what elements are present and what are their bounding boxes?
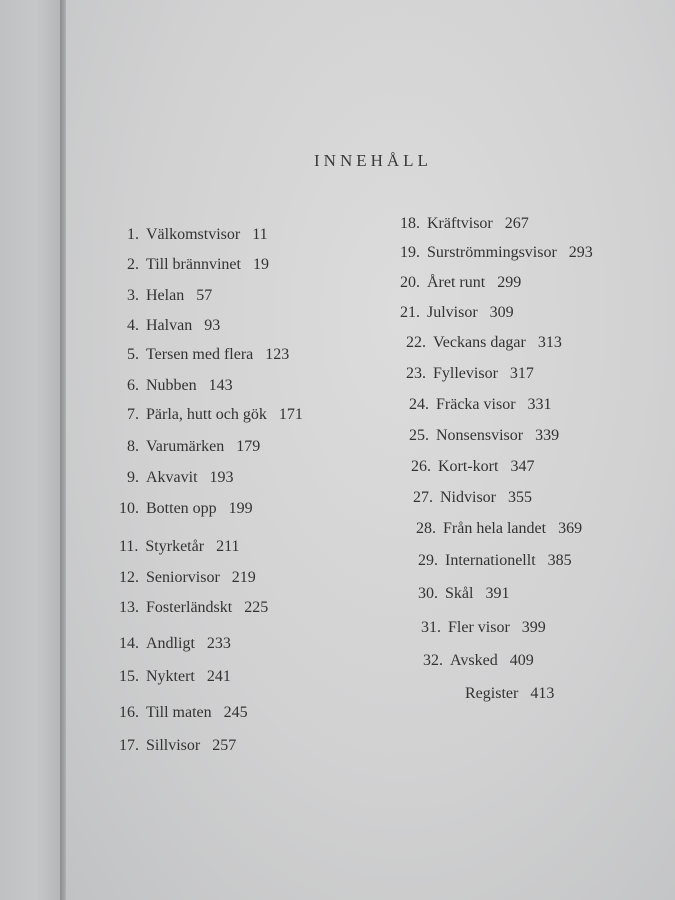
toc-entry-title: Fler visor (448, 619, 510, 636)
toc-entry-page: 347 (510, 458, 535, 475)
toc-entry (127, 438, 260, 456)
toc-entry-title: Nonsensvisor (436, 427, 524, 444)
toc-entry-title: Styrketår (145, 538, 205, 555)
toc-entry-number: 31. (421, 619, 441, 636)
toc-entry-number: 17. (119, 737, 139, 754)
toc-entry-page: 57 (196, 287, 213, 304)
toc-entry-number: 19. (400, 244, 420, 261)
toc-entry-number: 4. (127, 317, 139, 334)
toc-entry-number: 16. (119, 704, 139, 721)
toc-entry-page: 257 (212, 737, 237, 754)
toc-entry (127, 346, 289, 364)
toc-entry-number: 29. (418, 552, 438, 569)
toc-entry (406, 365, 534, 383)
toc-entry-title: Internationellt (445, 552, 536, 569)
toc-entry-title: Nubben (146, 377, 197, 394)
toc-entry-page: 199 (228, 500, 253, 517)
toc-entry-page: 19 (252, 256, 269, 273)
toc-entry-title: Fosterländskt (146, 599, 233, 616)
toc-entry (409, 396, 552, 414)
toc-entry-title: Akvavit (146, 469, 198, 486)
toc-entry-page: 233 (206, 635, 231, 652)
toc-entry-number: 3. (127, 287, 139, 304)
toc-entry-title: Julvisor (427, 304, 478, 321)
toc-entry (400, 274, 521, 292)
toc-entry-title: Välkomstvisor (146, 226, 241, 243)
toc-entry-title: Andligt (146, 635, 195, 652)
toc-entry-number: 26. (411, 458, 431, 475)
toc-entry-title: Varumärken (146, 438, 225, 455)
toc-entry-page: 245 (223, 704, 248, 721)
toc-entry-page: 143 (208, 377, 233, 394)
toc-entry (411, 458, 534, 476)
toc-entry-title: Helan (146, 287, 185, 304)
toc-entry-title: Från hela landet (443, 520, 547, 537)
toc-entry (127, 256, 269, 274)
toc-entry-number: 5. (127, 346, 139, 363)
toc-entry-title: Kräftvisor (427, 215, 493, 232)
toc-entry-title: Nyktert (146, 668, 195, 685)
toc-entry (400, 304, 514, 322)
toc-entry-number: 2. (127, 256, 139, 273)
toc-entry (406, 334, 562, 352)
toc-entry-number: 25. (409, 427, 429, 444)
toc-entry-number: 30. (418, 585, 438, 602)
toc-entry-title: Tersen med flera (146, 346, 254, 363)
toc-entry-title: Till maten (146, 704, 212, 721)
toc-entry-number: 9. (127, 469, 139, 486)
toc-entry-page: 93 (204, 317, 221, 334)
toc-entry-title: Kort-kort (438, 458, 499, 475)
left-page (0, 0, 64, 900)
toc-entry-title: Fräcka visor (436, 396, 516, 413)
toc-entry-title: Veckans dagar (433, 334, 526, 351)
toc-entry (119, 538, 239, 556)
toc-entry (127, 377, 233, 395)
toc-entry-number: 32. (423, 652, 443, 669)
toc-entry-page: 369 (558, 520, 583, 537)
toc-entry-number: 10. (119, 500, 139, 517)
toc-entry-page: 179 (236, 438, 261, 455)
toc-entry-page: 11 (252, 226, 268, 243)
toc-entry-number: 13. (119, 599, 139, 616)
toc-entry-number: 12. (119, 569, 139, 586)
toc-entry-page: 225 (244, 599, 269, 616)
toc-entry-title: Surströmmingsvisor (427, 244, 557, 261)
toc-entry-page: 399 (521, 619, 546, 636)
toc-entry-page: 313 (537, 334, 562, 351)
toc-entry-number: 7. (127, 406, 139, 423)
toc-entry-page: 241 (206, 668, 231, 685)
toc-entry-page: 355 (508, 489, 532, 506)
toc-entry (119, 599, 268, 617)
toc-entry-number: 6. (127, 377, 139, 394)
toc-entry (423, 652, 534, 670)
toc-entry-page: 193 (209, 469, 234, 486)
toc-entry-page: 171 (278, 406, 303, 423)
toc-entry-page: 267 (504, 215, 529, 232)
toc-entry-number: 1. (127, 226, 139, 243)
toc-entry-page: 219 (231, 569, 256, 586)
toc-entry-page: 339 (535, 427, 560, 444)
toc-entry-number: 27. (413, 489, 433, 506)
toc-entry (119, 668, 231, 686)
toc-entry-page: 385 (547, 552, 572, 569)
toc-entry-title: Pärla, hutt och gök (146, 406, 267, 423)
toc-entry-page: 211 (216, 538, 240, 555)
toc-entry-title: Skål (445, 585, 474, 602)
toc-entry (416, 520, 582, 538)
toc-entry (418, 585, 509, 603)
toc-entry-page: 317 (509, 365, 534, 382)
toc-entry-title: Avsked (450, 652, 498, 669)
page-title: INNEHÅLL (314, 151, 432, 170)
toc-entry (421, 619, 546, 637)
toc-entry (400, 244, 593, 262)
toc-entry (418, 552, 572, 570)
toc-entry (119, 704, 248, 722)
toc-entry-number: 11. (119, 538, 139, 555)
toc-entry (413, 489, 532, 507)
toc-entry (127, 317, 220, 335)
toc-entry-page: 293 (568, 244, 593, 261)
toc-register-entry (465, 685, 554, 703)
toc-entry-number: 23. (406, 365, 426, 382)
toc-entry-page: 409 (509, 652, 534, 669)
toc-entry (400, 215, 529, 233)
toc-entry-title: Nidvisor (440, 489, 496, 506)
toc-entry-number: 24. (409, 396, 429, 413)
toc-register-page: 413 (530, 685, 555, 702)
toc-entry-number: 8. (127, 438, 139, 455)
toc-entry-title: Fyllevisor (433, 365, 498, 382)
toc-entry-title: Året runt (427, 274, 486, 291)
toc-entry-number: 22. (406, 334, 426, 351)
toc-entry-number: 20. (400, 274, 420, 291)
toc-entry (119, 635, 231, 653)
toc-entry (119, 737, 236, 755)
toc-entry (119, 500, 253, 518)
toc-entry-title: Seniorvisor (146, 569, 220, 586)
toc-entry-page: 331 (527, 396, 552, 413)
toc-entry-title: Halvan (146, 317, 193, 334)
toc-entry-title: Till brännvinet (146, 256, 241, 273)
toc-entry-page: 391 (485, 585, 510, 602)
toc-entry-title: Sillvisor (146, 737, 201, 754)
toc-entry (127, 406, 303, 424)
toc-entry (127, 287, 212, 305)
toc-entry-page: 123 (265, 346, 290, 363)
toc-entry (409, 427, 559, 445)
toc-entry (127, 226, 268, 244)
toc-entry-page: 309 (489, 304, 514, 321)
toc-entry-number: 28. (416, 520, 436, 537)
toc-entry (127, 469, 234, 487)
toc-entry-number: 21. (400, 304, 420, 321)
toc-entry (119, 569, 256, 587)
toc-entry-number: 15. (119, 668, 139, 685)
toc-entry-number: 18. (400, 215, 420, 232)
toc-entry-number: 14. (119, 635, 139, 652)
toc-entry-title: Botten opp (146, 500, 217, 517)
toc-entry-page: 299 (497, 274, 522, 291)
toc-register-title: Register (465, 685, 519, 702)
